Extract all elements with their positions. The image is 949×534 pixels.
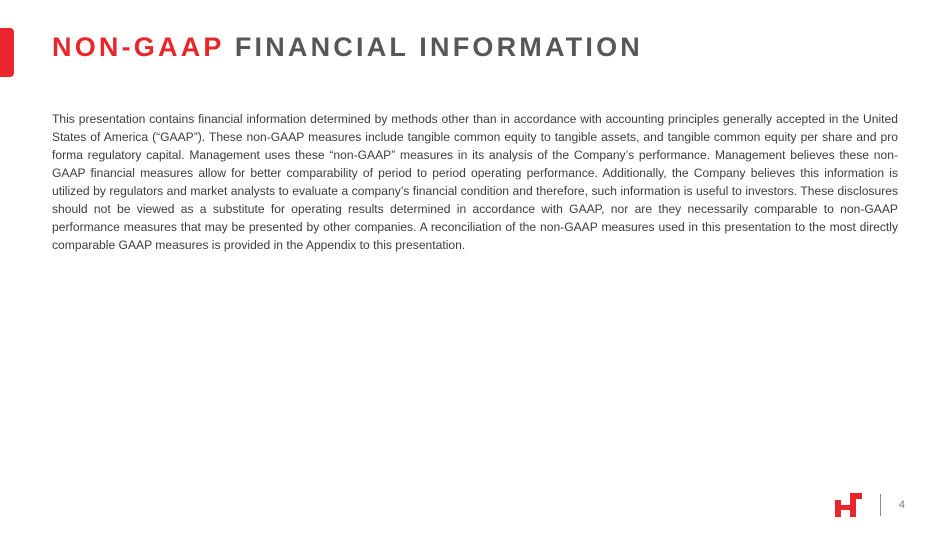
title-rest: FINANCIAL INFORMATION [234,32,643,62]
slide-footer [835,492,905,518]
title-accent-bar [0,28,14,77]
footer-divider [880,494,881,516]
page-number: 4 [898,499,905,511]
slide-title [52,30,643,64]
company-logo-icon [835,493,862,517]
title-highlight: NON-GAAP [52,32,225,62]
disclosure-paragraph: This presentation contains financial information determined by methods other than in accordance with accounting principles generally accepted in the United States of America (“GAAP”). These non-GAAP measures include tangible common equity to tangible assets, and tangible common equity per share and pro forma regulatory capital. Management uses these “non-GAAP” measures in its analysis of the Company’s performance. Management believes these non-GAAP financial measures allow for better comparability of period to period operating performance. Additionally, the Company believes this information is utilized by regulators and market analysts to evaluate a company’s financial condition and therefore, such information is useful to investors. These disclosures should not be viewed as a substitute for operating results determined in accordance with GAAP, nor are they necessarily comparable to non-GAAP performance measures that may be presented by other companies. A reconciliation of the non-GAAP measures used in this presentation to the most directly comparable GAAP measures is provided in the Appendix to this presentation. [52,112,898,252]
